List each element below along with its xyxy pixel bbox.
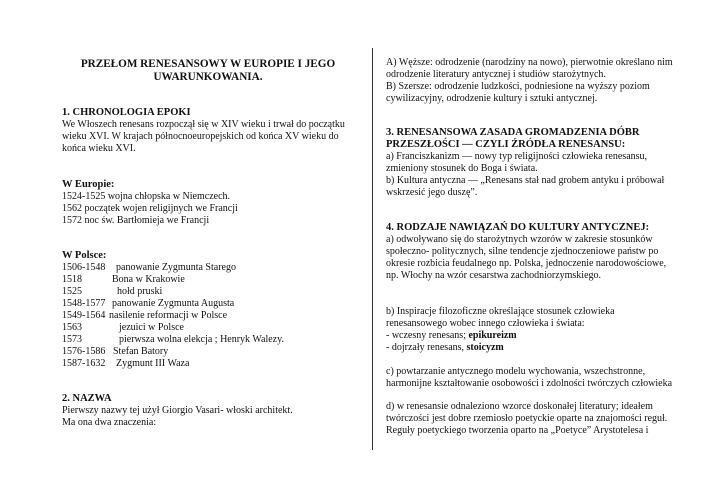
poland-row-event: hołd pruski: [117, 286, 163, 297]
poland-row-years: 1525: [62, 286, 82, 297]
poland-row-event: panowanie Zygmunta Starego: [116, 262, 236, 273]
section4-d-line: Reguły poetyckiego tworzenia oparto na „Poetyce” Arystotelesa i: [386, 425, 649, 436]
section3-heading-line1: 3. RENESANSOWA ZASADA GROMADZENIA DÓBR: [386, 127, 640, 138]
section3-line: wskrzesić jego duszę”.: [386, 187, 478, 198]
document-title-line2: UWARUNKOWANIA.: [153, 71, 263, 83]
poland-row: [62, 346, 168, 358]
section4-c-line: c) powtarzanie antycznego modelu wychowania, wszechstronne,: [386, 366, 646, 377]
column-divider: [372, 48, 373, 450]
section3-line: b) Kultura antyczna — „Renesans stał nad grobem antyku i próbował: [386, 175, 665, 186]
section1-line: końca wieku XVI.: [62, 143, 136, 154]
poland-row-event: nasilenie reformacji w Polsce: [109, 310, 228, 321]
poland-row: [62, 334, 284, 346]
europe-line: 1572 noc św. Bartłomieja we Francji: [62, 215, 210, 226]
poland-row-years: 1563: [62, 322, 82, 333]
section4-a-line: okresie rozbicia feudalnego np. Polska, jednoczenie narodowościowe,: [386, 258, 667, 269]
section4-c-line: harmonijne kształtowanie osobowości i zdolności twórczych człowieka: [386, 378, 673, 389]
poland-row: [62, 358, 189, 370]
meaning-line: A) Węższe: odrodzenie (narodziny na nowo), pierwotnie określano nim: [386, 57, 673, 68]
poland-row-years: 1548-1577: [62, 298, 106, 309]
section1-line: We Włoszech renesans rozpoczął się w XIV wieku i trwał do początku: [62, 119, 345, 130]
stoicism-term: stoicyzm: [466, 342, 504, 353]
section4-b-early: [386, 330, 517, 342]
section4-d-line: twórczości jest dobre rzemiosło poetyckie oparte na znajomości reguł.: [386, 413, 668, 424]
poland-row-years: 1506-1548: [62, 262, 106, 273]
section3-heading-line2: PRZESZŁOŚCI — CZYLI ŹRÓDŁA RENESANSU:: [386, 139, 626, 150]
poland-row: [62, 262, 236, 274]
meaning-line: B) Szersze: odrodzenie ludzkości, podniesione na wyższy poziom: [386, 81, 650, 92]
europe-heading: W Europie:: [62, 179, 115, 190]
poland-row-years: 1549-1564: [62, 310, 106, 321]
poland-row-years: 1573: [62, 334, 82, 345]
poland-row-event: Zygmunt III Waza: [116, 358, 190, 369]
europe-line: 1562 początek wojen religijnych we Francji: [62, 203, 238, 214]
poland-row-event: panowanie Zygmunta Augusta: [112, 298, 235, 309]
section1-heading: 1. CHRONOLOGIA EPOKI: [62, 107, 191, 118]
poland-row-years: 1518: [62, 274, 82, 285]
section4-d-line: d) w renesansie odnaleziono wzorce doskonałej literatury; ideałem: [386, 401, 653, 412]
poland-row-event: pierwsza wolna elekcja ; Henryk Walezy.: [119, 334, 284, 345]
section4-heading: 4. RODZAJE NAWIĄZAŃ DO KULTURY ANTYCZNEJ:: [386, 222, 650, 233]
section4-b-line: b) Inspiracje filozoficzne określające stosunek człowieka: [386, 306, 615, 317]
epicureanism-term: epikureizm: [468, 330, 517, 341]
poland-row: [62, 322, 184, 334]
poland-row: [62, 274, 185, 286]
poland-row-event: Bona w Krakowie: [112, 274, 185, 285]
europe-line: 1524-1525 wojna chłopska w Niemczech.: [62, 191, 231, 202]
section2-heading: 2. NAZWA: [62, 393, 112, 404]
poland-row-years: 1587-1632: [62, 358, 106, 369]
section2-line: Ma ona dwa znaczenia:: [62, 417, 157, 428]
section4-b-mature: [386, 342, 504, 354]
section3-line: a) Franciszkanizm — nowy typ religijności człowieka renesansu,: [386, 151, 648, 162]
section1-line: wieku XVI. W krajach północnoeuropejskich od końca XV wieku do: [62, 131, 339, 142]
early-renaissance-label: - wczesny renesans;: [386, 330, 469, 341]
section3-line: zmieniony stosunek do Boga i świata.: [386, 163, 538, 174]
section4-b-line: renesansowego wobec innego człowieka i świata:: [386, 318, 585, 329]
poland-row: [62, 298, 234, 310]
poland-row-years: 1576-1586: [62, 346, 106, 357]
section4-a-line: a) odwoływano się do starożytnych wzorów w zakresie stosunków: [386, 234, 653, 245]
document-title-line1: PRZEŁOM RENESANSOWY W EUROPIE I JEGO: [80, 58, 336, 70]
meaning-line: cywilizacyjny, odrodzenie kultury i sztuki antycznej.: [386, 93, 598, 104]
poland-row: [62, 286, 162, 298]
mature-renaissance-label: - dojrzały renesans,: [386, 342, 467, 353]
section4-a-line: społeczno- politycznych, silne tendencje zjednoczeniowe państw po: [386, 246, 659, 257]
meaning-line: odrodzenie literatury antycznej i studiów starożytnych.: [386, 69, 606, 80]
poland-row-event: Stefan Batory: [113, 346, 169, 357]
poland-row-event: jezuici w Polsce: [119, 322, 184, 333]
section2-line: Pierwszy nazwy tej użył Giorgio Vasari- włoski architekt.: [62, 405, 293, 416]
poland-heading: W Polsce:: [62, 250, 107, 261]
section4-a-line: np. Włochy na wzór cesarstwa zachodniorzymskiego.: [386, 270, 602, 281]
poland-row: [62, 310, 227, 322]
